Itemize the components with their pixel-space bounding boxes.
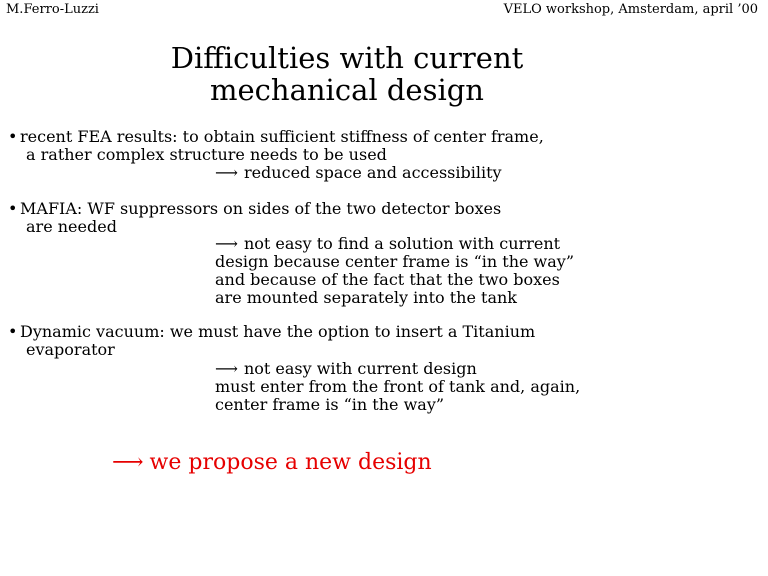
slide-author: M.Ferro-Luzzi [6,2,99,17]
consequence-line: not easy to find a solution with current [243,234,561,253]
consequence-line: center frame is “in the way” [215,395,445,414]
bullet-dot-icon: • [8,322,18,341]
bullet-point-mafia [8,200,501,236]
consequence-line: not easy with current design [243,359,477,378]
right-arrow-icon: ⟶ [215,234,238,253]
bullet-point-vacuum [8,323,535,359]
bullet-text-line-1: MAFIA: WF suppressors on sides of the two detector boxes [20,199,502,218]
conclusion-text: we propose a new design [149,450,432,475]
bullet-text-line-1: Dynamic vacuum: we must have the option to insert a Titanium [20,322,536,341]
consequence-line: are mounted separately into the tank [215,288,517,307]
consequence-fea [215,164,502,182]
bullet-text-line-1: recent FEA results: to obtain sufficient stiffness of center frame, [20,127,544,146]
consequence-line: and because of the fact that the two boxes [215,270,560,289]
conclusion [112,450,432,476]
right-arrow-icon: ⟶ [215,359,238,378]
slide-title-line-2: mechanical design [210,73,484,107]
slide-event: VELO workshop, Amsterdam, april ’00 [503,2,758,17]
consequence-line: must enter from the front of tank and, again, [215,377,581,396]
bullet-dot-icon: • [8,127,18,146]
bullet-point-fea [8,128,544,164]
consequence-line: design because center frame is “in the way” [215,252,574,271]
bullet-dot-icon: • [8,199,18,218]
bullet-text-line-2: a rather complex structure needs to be used [26,145,387,164]
right-arrow-icon: ⟶ [215,163,238,182]
bullet-text-line-2: are needed [26,217,117,236]
consequence-line: reduced space and accessibility [243,163,502,182]
slide-title [0,42,694,106]
bullet-text-line-2: evaporator [26,340,115,359]
slide-title-line-1: Difficulties with current [170,41,524,75]
right-arrow-icon: ⟶ [112,450,144,475]
consequence-mafia [215,235,574,307]
consequence-vacuum [215,360,580,414]
